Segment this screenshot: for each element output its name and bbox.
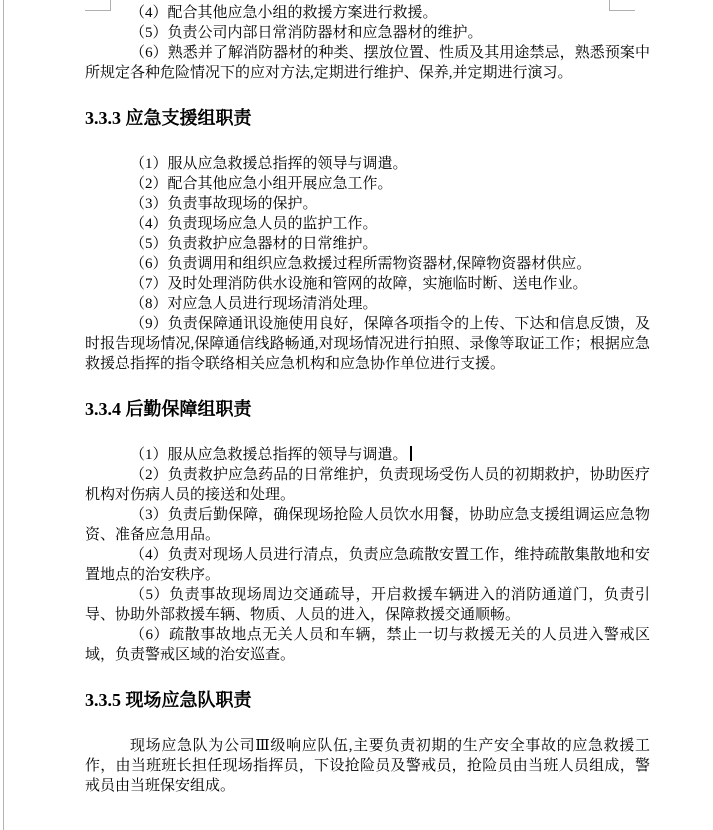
list-item[interactable]: （4）配合其他应急小组的救援方案进行救援。 [130, 5, 438, 21]
list-item[interactable]: （6）疏散事故地点无关人员和车辆，禁止一切与救援无关的人员进入警戒区域，负责警戒区域的治安巡查。 [85, 627, 650, 663]
section-heading-3-3-3[interactable]: 3.3.3 应急支援组职责 [85, 108, 252, 128]
list-item[interactable]: （5）负责救护应急器材的日常维护。 [130, 236, 378, 252]
page-edge-line [3, 0, 4, 830]
list-item[interactable]: （6）熟悉并了解消防器材的种类、摆放位置、性质及其用途禁忌，熟悉预案中所规定各种危险情况下的应对方法,定期进行维护、保养,并定期进行演习。 [85, 45, 650, 81]
list-item[interactable]: （8）对应急人员进行现场清消处理。 [130, 296, 378, 312]
list-item[interactable]: （7）及时处理消防供水设施和管网的故障，实施临时断、送电作业。 [130, 276, 588, 292]
list-item[interactable]: （9）负责保障通讯设施使用良好，保障各项指令的上传、下达和信息反馈，及时报告现场情况,保障通信线路畅通,对现场情况进行拍照、录像等取证工作；根据应急救援总指挥的指令联络相关应急机构和应急协作单位进行支援。 [85, 316, 650, 372]
list-item[interactable] [85, 445, 650, 465]
list-item[interactable]: （2）配合其他应急小组开展应急工作。 [130, 176, 393, 192]
list-item[interactable]: （4）负责对现场人员进行清点，负责应急疏散安置工作，维持疏散集散地和安置地点的治安秩序。 [85, 547, 650, 583]
list-item[interactable]: （5）负责公司内部日常消防器材和应急器材的维护。 [130, 25, 483, 41]
section-heading-3-3-5[interactable]: 3.3.5 现场应急队职责 [85, 690, 252, 710]
list-item[interactable]: （6）负责调用和组织应急救援过程所需物资器材,保障物资器材供应。 [130, 256, 592, 272]
list-item-text: （1）服从应急救援总指挥的领导与调遣。 [130, 447, 408, 463]
list-item[interactable]: （4）负责现场应急人员的监护工作。 [130, 216, 378, 232]
section-heading-3-3-4[interactable]: 3.3.4 后勤保障组职责 [85, 399, 252, 419]
list-item[interactable]: （3）负责事故现场的保护。 [130, 196, 318, 212]
list-item[interactable]: （2）负责救护应急药品的日常维护，负责现场受伤人员的初期救护，协助医疗机构对伤病人员的接送和处理。 [85, 467, 650, 503]
list-item[interactable]: （5）负责事故现场周边交通疏导，开启救援车辆进入的消防通道门，负责引导、协助外部救援车辆、物质、人员的进入，保障救援交通顺畅。 [85, 587, 650, 623]
list-item[interactable]: （1）服从应急救援总指挥的领导与调遣。 [130, 156, 408, 172]
text-cursor [410, 446, 412, 461]
list-item[interactable]: （3）负责后勤保障，确保现场抢险人员饮水用餐，协助应急支援组调运应急物资、准备应急用品。 [85, 507, 650, 543]
document-text-area[interactable] [85, 3, 650, 796]
body-paragraph[interactable]: 现场应急队为公司Ⅲ级响应队伍,主要负责初期的生产安全事故的应急救援工作，由当班班长担任现场指挥员，下设抢险员及警戒员，抢险员由当班人员组成，警戒员由当班保安组成。 [85, 738, 650, 794]
